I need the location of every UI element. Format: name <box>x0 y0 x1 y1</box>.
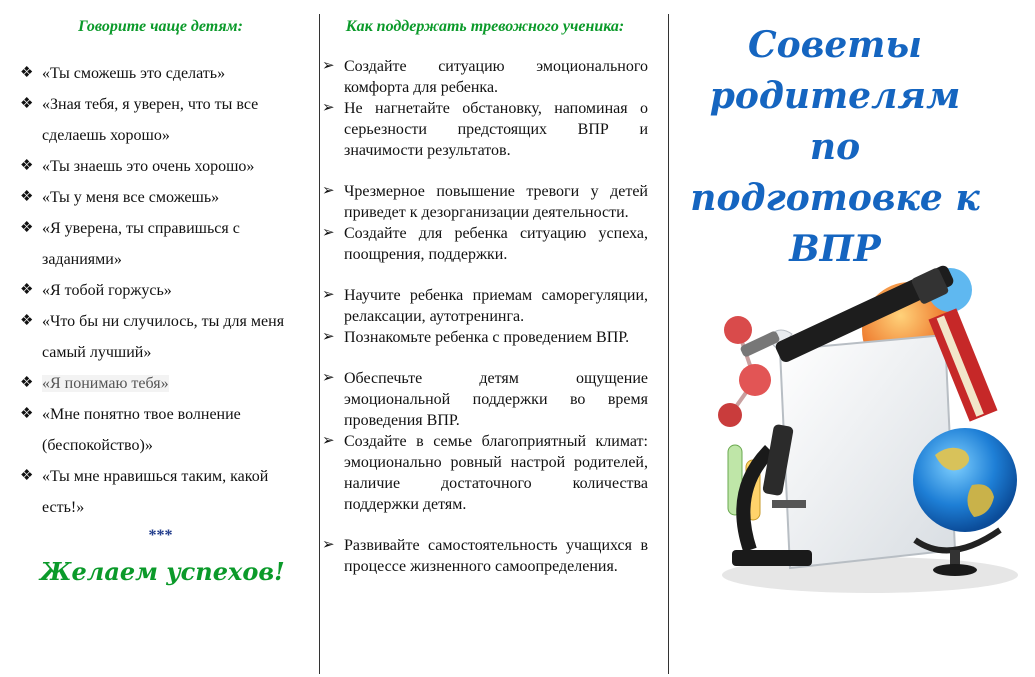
arrow-bullet-icon: ➢ <box>322 225 335 241</box>
list-item: ➢ Не нагнетайте обстановку, напоминая о серьезности предстоящих ВПР и значимости результатов. <box>322 100 648 159</box>
list-item: ➢ Создайте для ребенка ситуацию успеха, поощрения, поддержки. <box>322 225 648 263</box>
list-item: ➢ Создайте ситуацию эмоционального комфорта для ребенка. <box>322 58 648 96</box>
diamond-bullet-icon: ❖ <box>20 282 34 298</box>
diamond-bullet-icon: ❖ <box>20 468 34 484</box>
list-item: ❖ «Мне понятно твое волнение (беспокойство)» <box>18 399 303 461</box>
cover-title: Советы родителям по подготовке к ВПР <box>690 24 980 270</box>
list-item: ➢ Чрезмерное повышение тревоги у детей приведет к дезорганизации деятельности. <box>322 183 648 221</box>
list-item: ❖ «Что бы ни случилось, ты для меня самый лучший» <box>18 306 303 368</box>
arrow-bullet-icon: ➢ <box>322 433 335 449</box>
phrases-list <box>18 58 303 523</box>
list-item: ➢ Развивайте самостоятельность учащихся в процессе жизненного самоопределения. <box>322 537 648 575</box>
phrases-heading: Говорите чаще детям: <box>78 18 243 35</box>
list-item: ➢ Познакомьте ребенка с проведением ВПР. <box>322 329 630 346</box>
list-item: ❖ «Я тобой горжусь» <box>18 275 303 306</box>
column-cover <box>685 20 1025 275</box>
list-item: ➢ Научите ребенка приемам саморегуляции, релаксации, аутотренинга. <box>322 287 648 325</box>
list-item: ❖ «Ты знаешь это очень хорошо» <box>18 151 303 182</box>
diamond-bullet-icon: ❖ <box>20 375 34 391</box>
wish-text: Желаем успехов! <box>40 557 285 586</box>
column-divider-2 <box>668 14 669 674</box>
diamond-bullet-icon: ❖ <box>20 96 34 112</box>
list-item: ❖ «Я уверена, ты справишься с заданиями» <box>18 213 303 275</box>
list-item: ❖ «Я понимаю тебя» <box>18 368 303 399</box>
diamond-bullet-icon: ❖ <box>20 158 34 174</box>
tips-heading: Как поддержать тревожного ученика: <box>345 18 625 35</box>
diamond-bullet-icon: ❖ <box>20 65 34 81</box>
column-phrases <box>18 18 303 586</box>
list-item: ❖ «Ты сможешь это сделать» <box>18 58 303 89</box>
list-item: ➢ Обеспечьте детям ощущение эмоциональной поддержки во время проведения ВПР. <box>322 370 648 429</box>
arrow-bullet-icon: ➢ <box>322 370 335 386</box>
diamond-bullet-icon: ❖ <box>20 189 34 205</box>
arrow-bullet-icon: ➢ <box>322 537 335 553</box>
column-tips <box>322 18 648 577</box>
arrow-bullet-icon: ➢ <box>322 329 335 345</box>
arrow-bullet-icon: ➢ <box>322 287 335 303</box>
list-item: ❖ «Зная тебя, я уверен, что ты все сделаешь хорошо» <box>18 89 303 151</box>
science-illustration <box>710 250 1020 595</box>
diamond-bullet-icon: ❖ <box>20 313 34 329</box>
arrow-bullet-icon: ➢ <box>322 58 335 74</box>
molecule-icon <box>718 316 771 427</box>
diamond-bullet-icon: ❖ <box>20 220 34 236</box>
stars-divider: *** <box>148 527 173 544</box>
list-item: ❖ «Ты у меня все сможешь» <box>18 182 303 213</box>
list-item: ❖ «Ты мне нравишься таким, какой есть!» <box>18 461 303 523</box>
column-divider-1 <box>319 14 320 674</box>
list-item: ➢ Создайте в семье благоприятный климат: эмоционально ровный настрой родителей, наличие достаточного количества поддержки детям. <box>322 433 648 513</box>
diamond-bullet-icon: ❖ <box>20 406 34 422</box>
arrow-bullet-icon: ➢ <box>322 183 335 199</box>
tips-list <box>322 56 648 577</box>
arrow-bullet-icon: ➢ <box>322 100 335 116</box>
